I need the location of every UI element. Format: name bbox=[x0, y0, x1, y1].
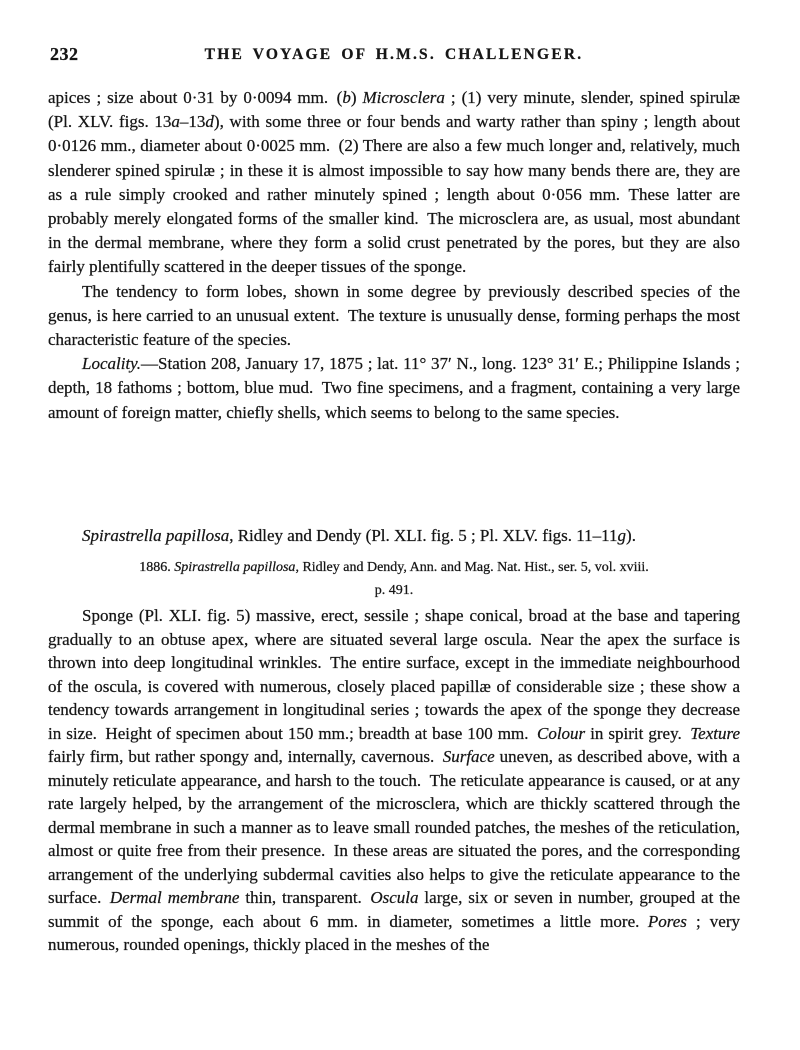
paragraph-microsclera-continuation: apices ; size about 0·31 by 0·0094 mm. (b) Microsclera ; (1) very minute, slender, spined spirulæ (Pl. XLV. figs. 13a–13d), with some three or four bends and warty rather than spiny ; length about 0·0126 mm., diameter about 0·0025 mm. (2) There are also a few much longer and, relatively, much slenderer spined spirulæ ; in these it is almost impossible to say how many bends there are, they are as a rule simply crooked and rather minutely spined ; length about 0·056 mm. These latter are probably merely elongated forms of the smaller kind. The microsclera are, as usual, most abundant in the dermal membrane, where they form a solid crust penetrated by the pores, but they are also fairly plentifully scattered in the deeper tissues of the sponge. bbox=[48, 88, 740, 277]
running-title: THE VOYAGE OF H.M.S. CHALLENGER. bbox=[204, 46, 584, 63]
citation-page-ref: p. 491. bbox=[374, 583, 414, 598]
page-number: 232 bbox=[50, 44, 79, 64]
synonymy-citation bbox=[48, 556, 740, 602]
species-heading: Spirastrella papillosa, Ridley and Dendy (Pl. XLI. fig. 5 ; Pl. XLV. figs. 11–11g). bbox=[82, 526, 636, 545]
paragraph-species-description: Sponge (Pl. XLI. fig. 5) massive, erect, sessile ; shape conical, broad at the base and tapering gradually to an obtuse apex, where are situated several large oscula. Near the apex the surface is thrown into deep longitudinal wrinkles. The entire surface, except in the immediate neighbourhood of the oscula, is covered with numerous, closely placed papillæ of considerable size ; these show a tendency towards arrangement in longitudinal series ; towards the apex of the sponge they decrease in size. Height of specimen about 150 mm.; breadth at base 100 mm. Colour in spirit grey. Texture fairly firm, but rather spongy and, internally, cavernous. Surface uneven, as described above, with a minutely reticulate appearance, and harsh to the touch. The reticulate appearance is caused, or at any rate largely helped, by the arrangement of the microsclera, which are thickly scattered through the dermal membrane in such a manner as to leave small rounded patches, the meshes of the reticulation, almost or quite free from their presence. In these areas are situated the pores, and the corresponding arrangement of the underlying subdermal cavities also helps to give the reticulate appearance to the surface. Dermal membrane thin, transparent. Oscula large, six or seven in number, grouped at the summit of the sponge, each about 6 mm. in diameter, sometimes a little more. Pores ; very numerous, rounded openings, thickly placed in the meshes of the bbox=[48, 606, 741, 954]
paragraph-locality: Locality.—Station 208, January 17, 1875 ; lat. 11° 37′ N., long. 123° 31′ E.; Philippine Islands ; depth, 18 fathoms ; bottom, blue mud. Two fine specimens, and a fragment, containing a very large amount of foreign matter, chiefly shells, which seems to belong to the same species. bbox=[48, 354, 740, 422]
body-text-block bbox=[48, 86, 740, 425]
page-header bbox=[48, 44, 740, 68]
citation-line: 1886. Spirastrella papillosa, Ridley and Dendy, Ann. and Mag. Nat. Hist., ser. 5, vol. xviii. bbox=[139, 560, 649, 575]
paragraph-lobe-tendency: The tendency to form lobes, shown in some degree by previously described species of the genus, is here carried to an unusual extent. The texture is unusually dense, forming perhaps the most characteristic feature of the species. bbox=[48, 281, 740, 350]
